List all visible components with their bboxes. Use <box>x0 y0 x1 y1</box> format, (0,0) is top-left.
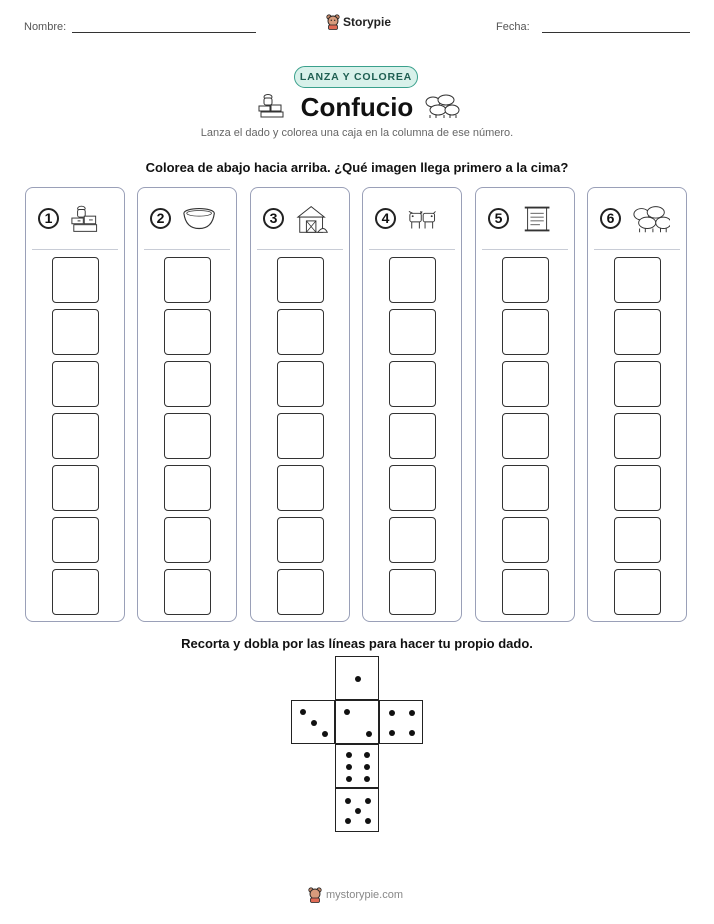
activity-badge: LANZA Y COLOREA <box>294 66 418 88</box>
color-box[interactable] <box>277 361 324 407</box>
die-instruction: Recorta y dobla por las líneas para hacer tu propio dado. <box>181 636 533 651</box>
brand-logo <box>326 14 391 30</box>
column-header <box>588 188 686 250</box>
die-face-2 <box>335 700 379 744</box>
die-pip <box>345 798 351 804</box>
die-pip <box>346 752 352 758</box>
color-box[interactable] <box>52 517 99 563</box>
jars-icon <box>70 202 108 236</box>
color-box[interactable] <box>502 361 549 407</box>
column-number: 1 <box>38 208 59 229</box>
color-box[interactable] <box>502 517 549 563</box>
brand-name: Storypie <box>343 15 392 29</box>
die-pip <box>365 818 371 824</box>
column-divider <box>482 249 568 250</box>
column-4 <box>362 187 462 622</box>
die-pip <box>345 818 351 824</box>
color-box[interactable] <box>614 309 661 355</box>
die-pip <box>346 764 352 770</box>
color-box[interactable] <box>389 309 436 355</box>
die-face-3 <box>291 700 335 744</box>
column-number: 6 <box>600 208 621 229</box>
color-box[interactable] <box>52 257 99 303</box>
color-box[interactable] <box>277 569 324 615</box>
bear-mascot-icon <box>326 14 340 30</box>
color-box[interactable] <box>614 257 661 303</box>
color-box[interactable] <box>164 257 211 303</box>
name-field[interactable] <box>72 32 256 33</box>
color-box[interactable] <box>277 309 324 355</box>
die-pip <box>300 709 306 715</box>
color-box[interactable] <box>502 413 549 459</box>
column-1 <box>25 187 125 622</box>
color-box[interactable] <box>389 465 436 511</box>
color-box[interactable] <box>614 517 661 563</box>
color-box[interactable] <box>502 309 549 355</box>
barn-icon <box>295 202 333 236</box>
die-pip <box>322 731 328 737</box>
column-6 <box>587 187 687 622</box>
column-header <box>363 188 461 250</box>
column-5 <box>475 187 575 622</box>
color-box[interactable] <box>502 257 549 303</box>
die-pip <box>364 776 370 782</box>
column-divider <box>257 249 343 250</box>
color-box[interactable] <box>389 517 436 563</box>
subtitle: Lanza el dado y colorea una caja en la columna de ese número. <box>200 127 514 139</box>
color-box[interactable] <box>164 465 211 511</box>
die-pip <box>344 709 350 715</box>
color-box[interactable] <box>164 309 211 355</box>
column-number: 5 <box>488 208 509 229</box>
color-box[interactable] <box>164 413 211 459</box>
footer-url: mystorypie.com <box>326 889 404 901</box>
name-label: Nombre: <box>24 21 67 33</box>
color-box[interactable] <box>52 465 99 511</box>
color-box[interactable] <box>277 517 324 563</box>
die-pip <box>311 720 317 726</box>
column-number: 2 <box>150 208 171 229</box>
die-pip <box>409 730 415 736</box>
color-box[interactable] <box>614 465 661 511</box>
color-box[interactable] <box>277 413 324 459</box>
scroll-icon <box>520 202 558 236</box>
instruction: Colorea de abajo hacia arriba. ¿Qué imagen llega primero a la cima? <box>145 160 569 175</box>
column-divider <box>32 249 118 250</box>
column-header <box>138 188 236 250</box>
column-divider <box>144 249 230 250</box>
die-pip <box>346 776 352 782</box>
column-divider <box>594 249 680 250</box>
die-pip <box>355 676 361 682</box>
color-box[interactable] <box>502 569 549 615</box>
column-header <box>251 188 349 250</box>
die-face-5 <box>335 788 379 832</box>
die-face-1 <box>335 656 379 700</box>
die-pip <box>365 798 371 804</box>
color-box[interactable] <box>52 413 99 459</box>
color-box[interactable] <box>277 465 324 511</box>
die-pip <box>389 730 395 736</box>
date-label: Fecha: <box>496 21 530 33</box>
page-title: Confucio <box>300 92 414 122</box>
die-pip <box>389 710 395 716</box>
color-box[interactable] <box>52 361 99 407</box>
color-box[interactable] <box>164 361 211 407</box>
color-box[interactable] <box>389 257 436 303</box>
color-box[interactable] <box>389 413 436 459</box>
sheep-flock-icon <box>632 202 670 236</box>
oxen-icon <box>407 202 445 236</box>
die-pip <box>364 752 370 758</box>
color-box[interactable] <box>52 309 99 355</box>
column-divider <box>369 249 455 250</box>
color-box[interactable] <box>277 257 324 303</box>
color-box[interactable] <box>389 361 436 407</box>
bowl-icon <box>182 202 220 236</box>
die-pip <box>409 710 415 716</box>
color-box[interactable] <box>614 569 661 615</box>
color-box[interactable] <box>164 569 211 615</box>
column-header <box>26 188 124 250</box>
footer <box>308 887 403 903</box>
column-3 <box>250 187 350 622</box>
sheep-flock-icon <box>424 92 460 120</box>
color-box[interactable] <box>164 517 211 563</box>
column-number: 3 <box>263 208 284 229</box>
color-box[interactable] <box>52 569 99 615</box>
die-pip <box>355 808 361 814</box>
date-field[interactable] <box>542 32 690 33</box>
die-pip <box>366 731 372 737</box>
die-face-3 <box>379 700 423 744</box>
bear-mascot-icon <box>308 887 322 903</box>
color-box[interactable] <box>614 361 661 407</box>
column-number: 4 <box>375 208 396 229</box>
die-pip <box>364 764 370 770</box>
die-face-6 <box>335 744 379 788</box>
color-box[interactable] <box>389 569 436 615</box>
color-box[interactable] <box>502 465 549 511</box>
color-box[interactable] <box>614 413 661 459</box>
column-header <box>476 188 574 250</box>
column-2 <box>137 187 237 622</box>
